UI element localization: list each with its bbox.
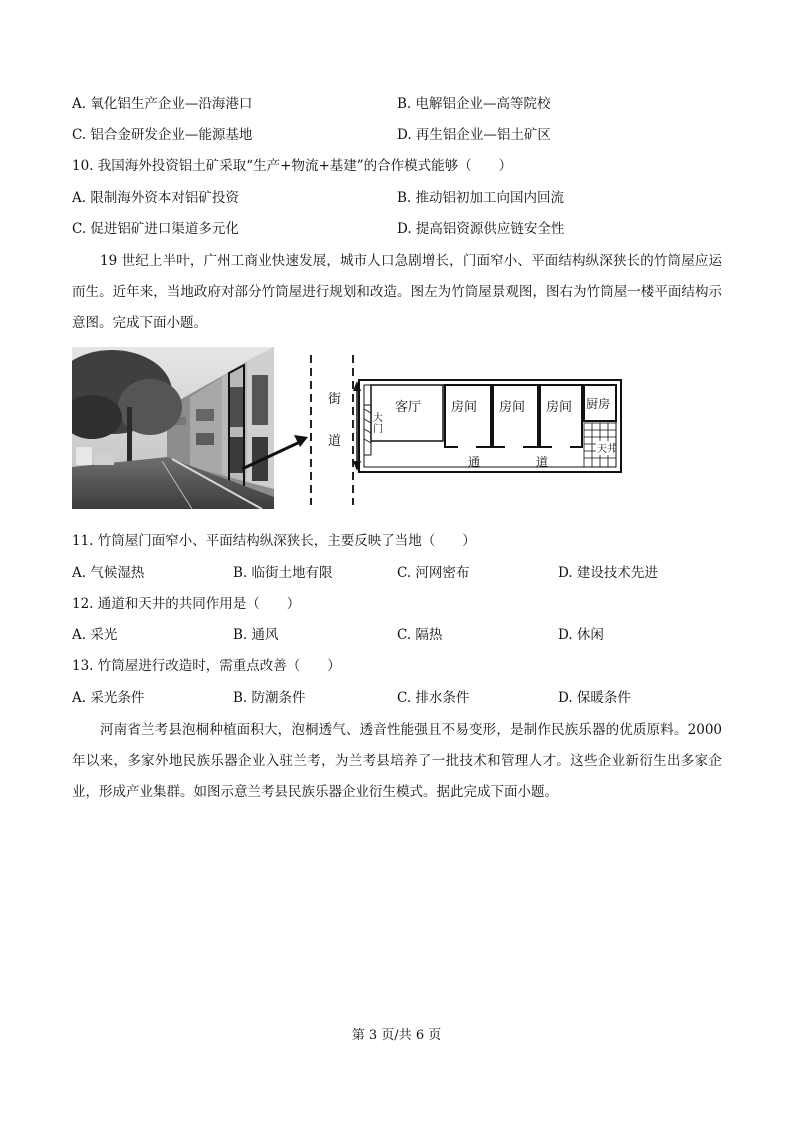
q10-option-c: C. 促进铝矿进口渠道多元化: [72, 221, 239, 237]
passage-bamboo-house: 19 世纪上半叶，广州工商业快速发展，城市人口急剧增长，门面窄小、平面结构纵深狭长的竹筒屋应运而生。近年来，当地政府对部分竹筒屋进行规划和改造。图左为竹筒屋景观图，图右为竹筒屋一楼平面结构示意图。完成下面小题。: [72, 253, 722, 331]
q10-stem: 10. 我国海外投资铝土矿采取“生产+物流+基建”的合作模式能够（ ）: [72, 158, 513, 174]
corridor-label-1: 通: [468, 455, 481, 469]
q10-option-d: D. 提高铝资源供应链安全性: [397, 221, 565, 237]
street-label-bottom: 道: [328, 434, 342, 449]
q11-option-c: C. 河网密布: [397, 565, 470, 581]
passage-lankao-instruments: 河南省兰考县泡桐种植面积大，泡桐透气、透音性能强且不易变形，是制作民族乐器的优质原料。2000年以来，多家外地民族乐器企业入驻兰考，为兰考县培养了一批技术和管理人才。这些企业新衍生出多家企业，形成产业集群。如图示意兰考县民族乐器企业衍生模式。据此完成下面小题。: [72, 722, 722, 800]
page-number-footer: 第 3 页/共 6 页: [351, 1028, 442, 1043]
q12-option-b: B. 通风: [233, 627, 279, 643]
q13-option-a: A. 采光条件: [72, 690, 145, 706]
q9-option-b: B. 电解铝企业—高等院校: [397, 96, 551, 112]
gate-label: 大门: [373, 413, 383, 435]
bamboo-house-street-photo: [72, 347, 274, 509]
q12-stem: 12. 通道和天井的共同作用是（ ）: [72, 596, 301, 612]
kitchen-label: 厨房: [586, 397, 611, 411]
q9-option-a: A. 氧化铝生产企业—沿海港口: [72, 96, 253, 112]
q11-stem: 11. 竹筒屋门面窄小、平面结构纵深狭长，主要反映了当地（ ）: [72, 533, 476, 549]
q12-option-c: C. 隔热: [397, 627, 443, 643]
q11-option-b: B. 临街土地有限: [233, 565, 333, 581]
q13-stem: 13. 竹筒屋进行改造时，需重点改善（ ）: [72, 658, 341, 674]
corridor-label-2: 道: [536, 455, 549, 469]
room-1-label: 房间: [451, 400, 478, 415]
living-room-label: 客厅: [395, 400, 422, 415]
room-3-label: 房间: [546, 400, 573, 415]
q9-option-d: D. 再生铝企业—铝土矿区: [397, 127, 551, 143]
q13-option-d: D. 保暖条件: [558, 690, 631, 706]
q12-option-a: A. 采光: [72, 627, 118, 643]
q10-option-b: B. 推动铝初加工向国内回流: [397, 190, 565, 206]
q12-option-d: D. 休闲: [558, 627, 604, 643]
q13-option-b: B. 防潮条件: [233, 690, 306, 706]
room-2-label: 房间: [499, 400, 526, 415]
q10-option-a: A. 限制海外资本对铝矿投资: [72, 190, 239, 206]
q11-option-d: D. 建设技术先进: [558, 565, 658, 581]
patio-label: 天井: [597, 444, 617, 455]
q13-option-c: C. 排水条件: [397, 690, 470, 706]
q11-option-a: A. 气候湿热: [72, 565, 145, 581]
bamboo-house-floor-plan: [300, 347, 640, 509]
q9-option-c: C. 铝合金研发企业—能源基地: [72, 127, 253, 143]
street-label-top: 街: [328, 392, 342, 407]
